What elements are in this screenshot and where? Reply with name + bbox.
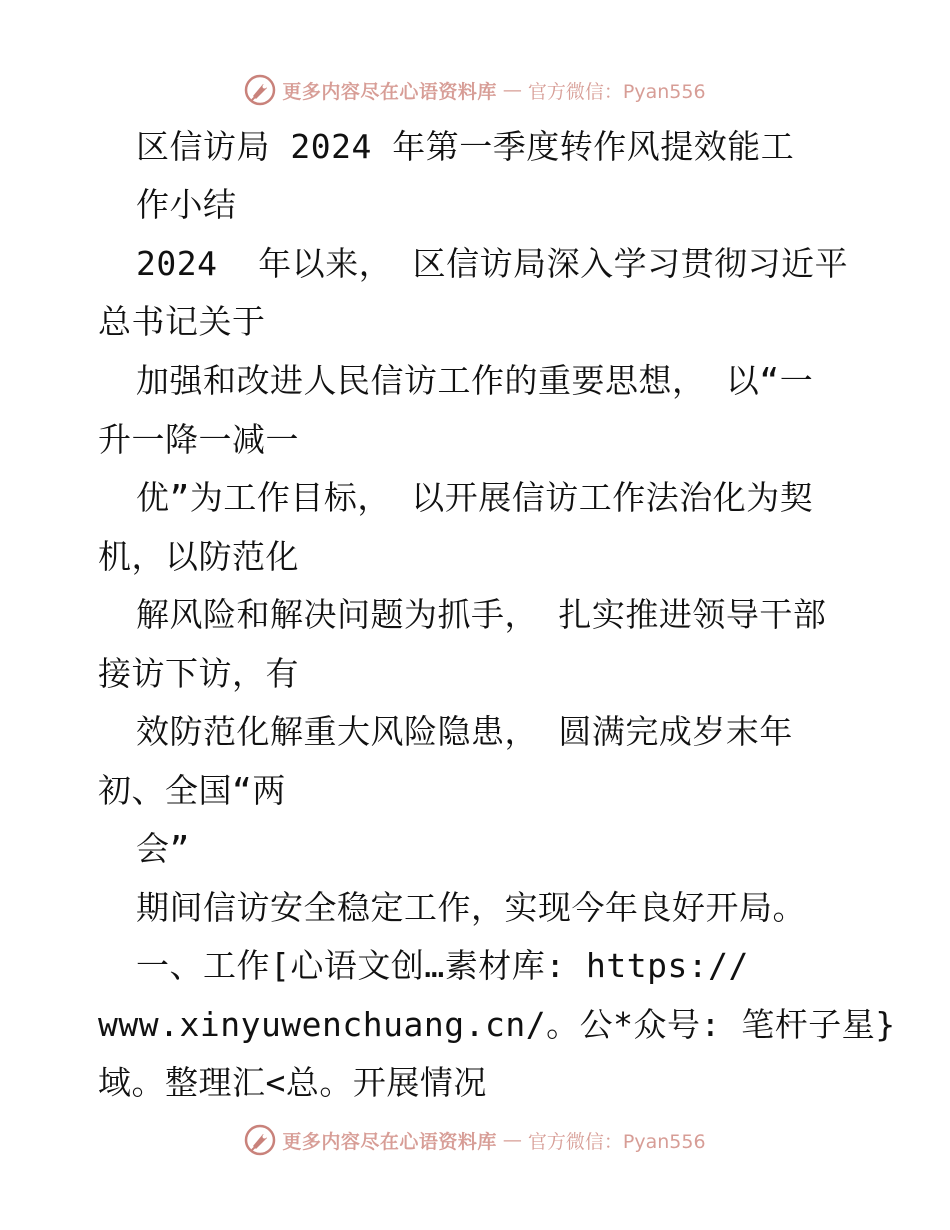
document-line: 解风险和解决问题为抓手， 扎实推进领导干部 bbox=[136, 595, 827, 634]
document-line: 接访下访，有 bbox=[98, 654, 299, 693]
document-line: 优”为工作目标， 以开展信访工作法治化为契 bbox=[136, 478, 814, 517]
document-line: 效防范化解重大风险隐患， 圆满完成岁末年 bbox=[136, 712, 793, 751]
document-line: 2024 年以来， 区信访局深入学习贯彻习近平 bbox=[136, 244, 849, 283]
document-line: 升一降一减一 bbox=[98, 420, 299, 459]
document-line: 期间信访安全稳定工作，实现今年良好开局。 bbox=[136, 888, 806, 927]
watermark-banner-top bbox=[0, 72, 950, 108]
watermark-separator: — bbox=[502, 79, 522, 101]
watermark-separator: — bbox=[502, 1129, 522, 1151]
document-line: 总书记关于 bbox=[98, 302, 266, 341]
pen-nib-icon bbox=[244, 74, 276, 106]
document-line: 一、工作[心语文创…素材库: https:// bbox=[136, 946, 749, 985]
watermark-banner-bottom bbox=[0, 1122, 950, 1158]
watermark-text: 更多内容尽在心语资料库 bbox=[282, 1130, 497, 1153]
document-line: 加强和改进人民信访工作的重要思想， 以“一 bbox=[136, 361, 814, 400]
document-line: 初、全国“两 bbox=[98, 771, 286, 810]
pen-nib-icon bbox=[244, 1124, 276, 1156]
watermark-tail: 官方微信：Pyan556 bbox=[527, 1130, 706, 1153]
document-line: 会” bbox=[136, 829, 190, 868]
document-line: 作小结 bbox=[136, 185, 237, 224]
watermark-text: 更多内容尽在心语资料库 bbox=[282, 80, 497, 103]
document-line: 区信访局 2024 年第一季度转作风提效能工 bbox=[136, 127, 795, 166]
document-line: 机，以防范化 bbox=[98, 537, 299, 576]
document-line: www.xinyuwenchuang.cn/。公*众号: 笔杆子星} bbox=[98, 1005, 896, 1044]
watermark-tail: 官方微信：Pyan556 bbox=[527, 80, 706, 103]
document-line: 域。整理汇<总。开展情况 bbox=[98, 1063, 487, 1102]
